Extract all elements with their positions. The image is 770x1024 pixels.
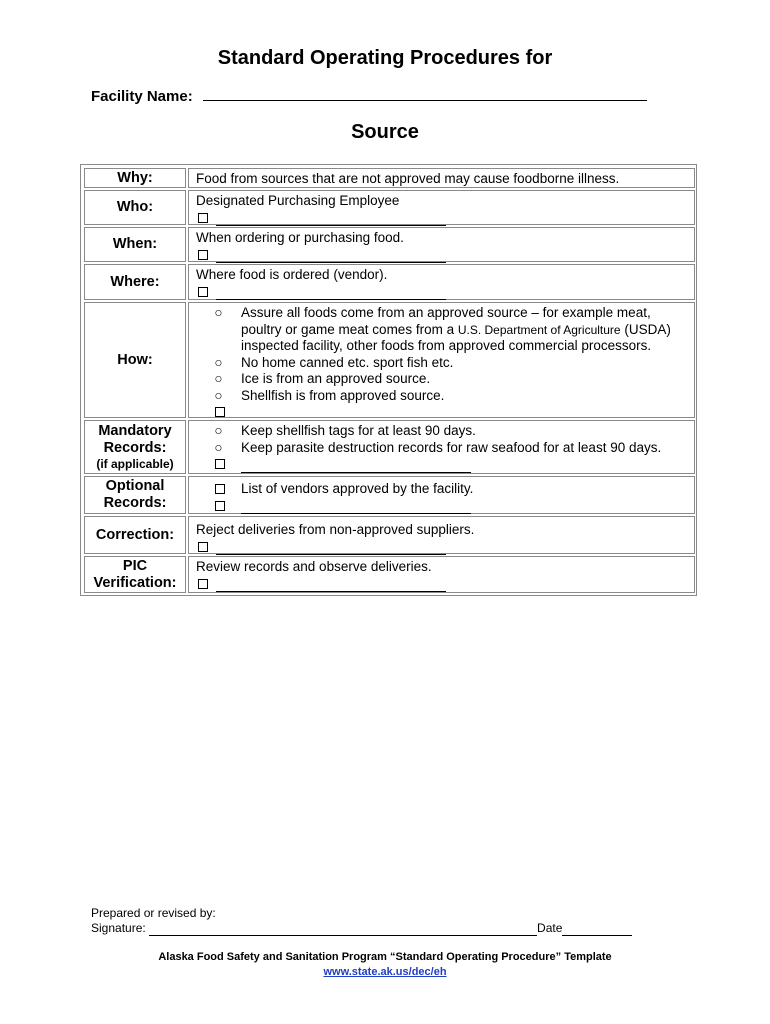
checkbox-icon[interactable]	[198, 579, 208, 589]
mandatory-label-cell	[84, 420, 186, 474]
document-subtitle: Source	[351, 121, 419, 143]
how-item: ○ Shellfish is from approved source.	[196, 388, 687, 405]
bullet-icon: ○	[214, 305, 223, 320]
checkbox-icon[interactable]	[215, 459, 225, 469]
why-value-cell	[188, 168, 695, 188]
pic-label-line1: PIC	[122, 557, 148, 574]
checkbox-icon[interactable]	[215, 501, 225, 511]
signature-blank	[149, 924, 537, 936]
correction-value-cell	[188, 516, 695, 554]
when-blank	[216, 251, 446, 263]
pic-label-line2: Verification:	[93, 574, 177, 591]
bullet-icon: ○	[214, 354, 223, 370]
mandatory-item: ○ Keep shellfish tags for at least 90 days.	[196, 423, 687, 440]
where-label-cell	[84, 264, 186, 300]
sop-table	[80, 164, 697, 596]
prepared-by-block	[91, 906, 632, 936]
how-item: ○ Assure all foods come from an approved source – for example meat, poultry or game meat comes from a U.S. Department of Agriculture (USDA) inspected facility, other foods from approved commercial processors.	[196, 305, 687, 355]
pic-blank	[216, 580, 446, 592]
mandatory-item: ○ Keep parasite destruction records for raw seafood for at least 90 days.	[196, 440, 687, 457]
correction-label: Correction:	[95, 526, 175, 543]
bullet-icon: ○	[214, 371, 223, 386]
checkbox-icon[interactable]	[215, 484, 225, 494]
checkbox-icon[interactable]	[198, 542, 208, 552]
how-label-cell	[84, 302, 186, 418]
who-label-cell	[84, 190, 186, 225]
why-label: Why:	[117, 169, 153, 186]
correction-blank	[216, 543, 446, 555]
where-text: Where food is ordered (vendor).	[196, 267, 388, 282]
date-blank	[562, 924, 632, 936]
who-blank	[216, 214, 446, 226]
optional-label-line2: Records:	[103, 495, 167, 511]
correction-label-cell	[84, 516, 186, 554]
who-label: Who:	[116, 199, 154, 215]
why-label-cell	[84, 168, 186, 188]
bullet-icon: ○	[214, 387, 223, 403]
optional-label-line1: Optional	[105, 478, 165, 494]
date-label: Date	[537, 921, 563, 935]
checkbox-icon[interactable]	[198, 287, 208, 297]
signature-label: Signature:	[91, 921, 146, 935]
where-label: Where:	[110, 273, 160, 290]
prepared-by-label: Prepared or revised by:	[91, 906, 216, 920]
facility-name-row	[91, 86, 647, 105]
mandatory-label-line1: Mandatory	[98, 422, 172, 439]
optional-item: List of vendors approved by the facility.	[241, 481, 474, 496]
facility-name-blank	[203, 86, 647, 101]
checkbox-icon[interactable]	[198, 250, 208, 260]
pic-label-cell	[84, 556, 186, 593]
when-text: When ordering or purchasing food.	[196, 230, 404, 245]
mandatory-label-line2: Records:	[103, 439, 167, 456]
checkbox-icon[interactable]	[215, 407, 225, 417]
bullet-icon: ○	[214, 439, 223, 455]
mandatory-blank	[241, 461, 471, 473]
optional-label-cell	[84, 476, 186, 514]
where-value-cell	[188, 264, 695, 300]
how-value-cell	[188, 302, 695, 418]
checkbox-icon[interactable]	[198, 213, 208, 223]
why-text: Food from sources that are not approved may cause foodborne illness.	[196, 171, 620, 186]
mandatory-value-cell	[188, 420, 695, 474]
when-label-cell	[84, 227, 186, 262]
program-link[interactable]: www.state.ak.us/dec/eh	[323, 966, 447, 978]
pic-value-cell	[188, 556, 695, 593]
program-footer: Alaska Food Safety and Sanitation Program “Standard Operating Procedure” Template	[158, 951, 612, 963]
where-blank	[216, 288, 446, 300]
who-text: Designated Purchasing Employee	[196, 193, 400, 208]
optional-value-cell	[188, 476, 695, 514]
when-label: When:	[112, 236, 158, 252]
mandatory-label-note: (if applicable)	[96, 456, 174, 471]
how-item: ○ Ice is from an approved source.	[196, 371, 687, 388]
when-value-cell	[188, 227, 695, 262]
pic-text: Review records and observe deliveries.	[196, 559, 432, 574]
how-label: How:	[117, 351, 153, 368]
correction-text: Reject deliveries from non-approved suppliers.	[196, 522, 475, 537]
how-item: ○ No home canned etc. sport fish etc.	[196, 355, 687, 372]
facility-name-label: Facility Name:	[91, 88, 193, 105]
document-title: Standard Operating Procedures for	[217, 47, 553, 69]
bullet-icon: ○	[214, 423, 223, 438]
how-blank	[241, 409, 471, 421]
optional-blank	[241, 502, 471, 514]
who-value-cell	[188, 190, 695, 225]
